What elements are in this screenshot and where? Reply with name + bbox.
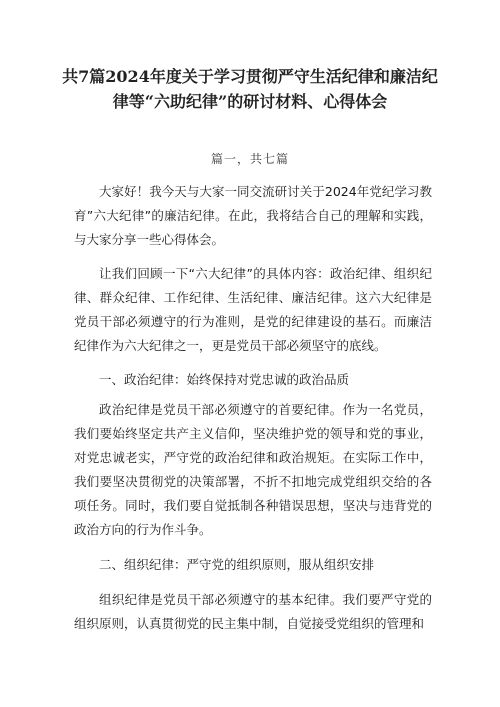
heading-political-discipline: 一、政治纪律：始终保持对党忠诚的政治品质 (99, 372, 350, 387)
paragraph-political-discipline: 政治纪律是党员干部必须遵守的首要纪律。作为一名党员，我们要始终坚定共产主义信仰，坚决维护党的领导和党的事业，对党忠诚老实，严守党的政治纪律和政治规矩。在实际工作中，我们要坚决贯彻党的决策部署，不折不扣地完成党组织交给的各项任务。同时，我们要自觉抵制各种错误思想，坚决与违背党的政治方向的行为作斗争。 (74, 402, 432, 537)
document-title: 共7篇2024年度关于学习贯彻严守生活纪律和廉洁纪律等“六助纪律”的研讨材料、心得体会 (62, 67, 438, 111)
section-label: 篇一，共七篇 (210, 152, 289, 166)
heading-organizational-discipline: 二、组织纪律：严守党的组织原则，服从组织安排 (99, 557, 375, 572)
paragraph-organizational-discipline: 组织纪律是党员干部必须遵守的基本纪律。我们要严守党的组织原则，认真贯彻党的民主集中制，自觉接受党组织的管理和 (74, 592, 432, 631)
paragraph-intro: 大家好！我今天与大家一同交流研讨关于2024年党纪学习教育”六大纪律”的廉洁纪律。在此，我将结合自己的理解和实践，与大家分享一些心得体会。 (74, 184, 432, 247)
paragraph-review: 让我们回顾一下“六大纪律”的具体内容：政治纪律、组织纪律、群众纪律、工作纪律、生活纪律、廉洁纪律。这六大纪律是党员干部必须遵守的行为准则，是党的纪律建设的基石。而廉洁纪律作为六大纪律之一，更是党员干部必须坚守的底线。 (74, 266, 432, 353)
